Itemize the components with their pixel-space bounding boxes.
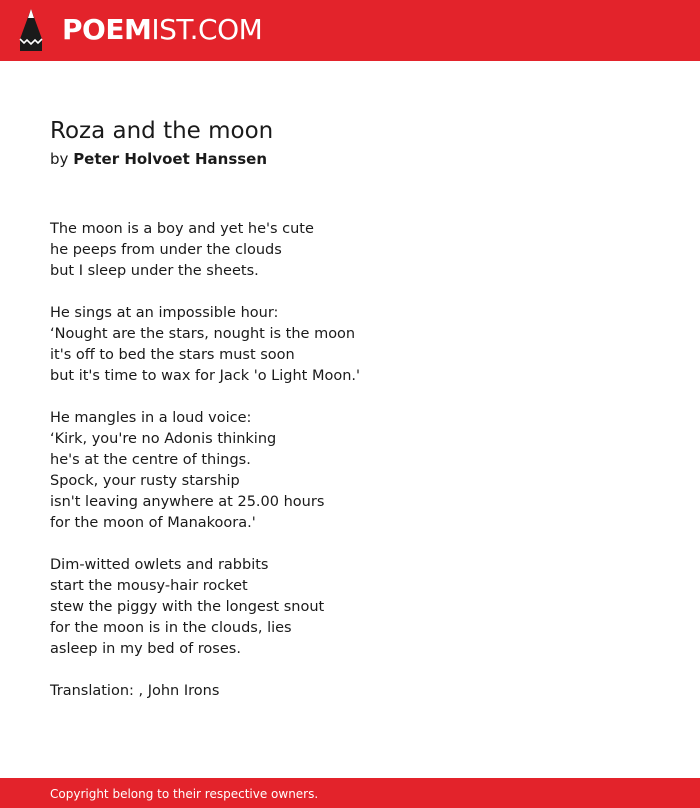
poem-line: Spock, your rusty starship	[50, 473, 240, 489]
poem-line: asleep in my bed of roses.	[50, 641, 241, 657]
poem-line: The moon is a boy and yet he's cute	[50, 221, 314, 237]
logo-brand-bold: POEM	[62, 13, 152, 46]
copyright-text: Copyright belong to their respective owners.	[50, 787, 319, 801]
poem-line: He mangles in a loud voice:	[50, 410, 252, 426]
poem-line: stew the piggy with the longest snout	[50, 599, 325, 615]
stanza	[50, 555, 650, 660]
poem-line: Dim-witted owlets and rabbits	[50, 557, 269, 573]
poem-line: isn't leaving anywhere at 25.00 hours	[50, 494, 325, 510]
by-label: by	[50, 150, 69, 168]
poem-line: ‘Nought are the stars, nought is the moon	[50, 326, 356, 342]
byline	[50, 149, 267, 169]
poem-line: he peeps from under the clouds	[50, 242, 282, 258]
poem-line: ‘Kirk, you're no Adonis thinking	[50, 431, 277, 447]
poem-title: Roza and the moon	[50, 118, 274, 144]
site-header	[0, 0, 700, 61]
poem-line: He sings at an impossible hour:	[50, 305, 279, 321]
stanza	[50, 408, 650, 534]
stanza	[50, 219, 650, 282]
stanza	[50, 303, 650, 387]
logo-brand-light: IST.COM	[151, 13, 263, 46]
poem-line: it's off to bed the stars must soon	[50, 347, 295, 363]
poem-line: for the moon of Manakoora.'	[50, 515, 256, 531]
site-logo[interactable]	[62, 13, 262, 47]
poem-line: start the mousy-hair rocket	[50, 578, 248, 594]
poem-body	[50, 219, 650, 702]
poem-line: but it's time to wax for Jack 'o Light Moon.'	[50, 368, 361, 384]
poem-line: for the moon is in the clouds, lies	[50, 620, 292, 636]
translation-credit: Translation: , John Irons	[50, 683, 220, 699]
poem-line: but I sleep under the sheets.	[50, 263, 259, 279]
pencil-tip-icon[interactable]	[18, 9, 44, 51]
author-name: Peter Holvoet Hanssen	[73, 150, 268, 168]
poem-line: he's at the centre of things.	[50, 452, 251, 468]
site-footer	[0, 778, 700, 808]
